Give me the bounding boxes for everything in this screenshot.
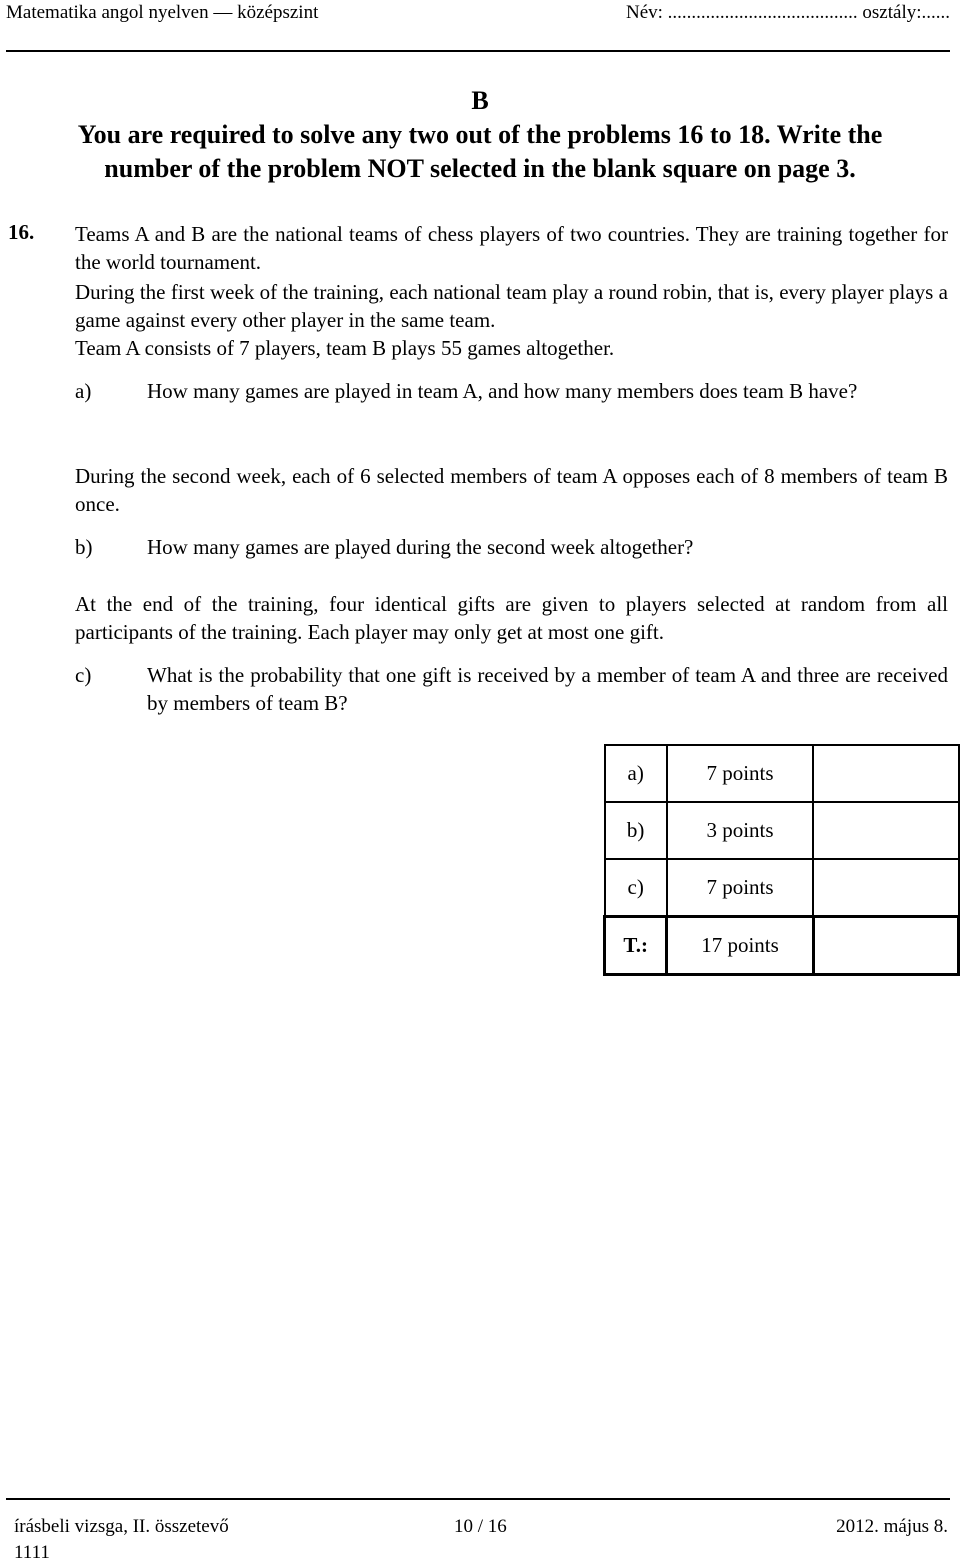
section-instructions [0,118,960,186]
page-header [6,2,950,32]
score-entry-total[interactable] [813,917,958,975]
score-label-c: c) [605,859,667,917]
score-label-b: b) [605,802,667,859]
problem-number: 16. [8,220,35,244]
section-title: B [471,86,489,115]
question-b-label: b) [75,535,93,559]
score-label-total: T.: [605,917,667,975]
header-name-class-field: Név: ........................................ osztály:...... [625,2,950,23]
score-table [603,744,960,976]
question-c-label: c) [75,663,92,687]
footer-code: 1111 [14,1542,50,1563]
score-row-total [605,917,959,975]
score-entry-a[interactable] [813,745,958,802]
question-a-text: How many games are played in team A, and how many members does team B have? [147,379,858,403]
header-exam-title: Matematika angol nyelven — középszint [6,2,319,23]
score-label-a: a) [605,745,667,802]
footer-date: 2012. május 8. [836,1516,948,1537]
footer-page-number: 10 / 16 [454,1516,507,1537]
problem-intro: Teams A and B are the national teams of chess players of two countries. They are training together for the world tournament. [75,222,948,274]
instructions-line-2: number of the problem NOT selected in the blank square on page 3. [104,154,856,183]
instructions-line-1: You are required to solve any two out of the problems 16 to 18. Write the [77,120,883,149]
score-points-a: 7 points [667,745,813,802]
question-a-label: a) [75,379,92,403]
problem-gifts: At the end of the training, four identical gifts are given to players selected at random from all participants of the training. Each player may only get at most one gift. [75,592,948,644]
score-entry-c[interactable] [813,859,958,917]
score-points-c: 7 points [667,859,813,917]
footer-exam-part: írásbeli vizsga, II. összetevő [14,1516,229,1537]
score-row-c [605,859,959,917]
score-points-total: 17 points [667,917,813,975]
score-row-b [605,802,959,859]
question-c-text: What is the probability that one gift is received by a member of team A and three are received by members of team B? [147,663,948,715]
footer-divider [6,1498,950,1500]
score-points-b: 3 points [667,802,813,859]
problem-team-sizes: Team A consists of 7 players, team B plays 55 games altogether. [75,336,615,360]
problem-week2: During the second week, each of 6 selected members of team A opposes each of 8 members of team B once. [75,464,948,516]
question-b-text: How many games are played during the second week altogether? [147,535,694,559]
score-row-a [605,745,959,802]
header-divider [6,50,950,52]
problem-week1: During the first week of the training, each national team play a round robin, that is, every player plays a game against every other player in the same team. [75,280,948,332]
score-entry-b[interactable] [813,802,958,859]
